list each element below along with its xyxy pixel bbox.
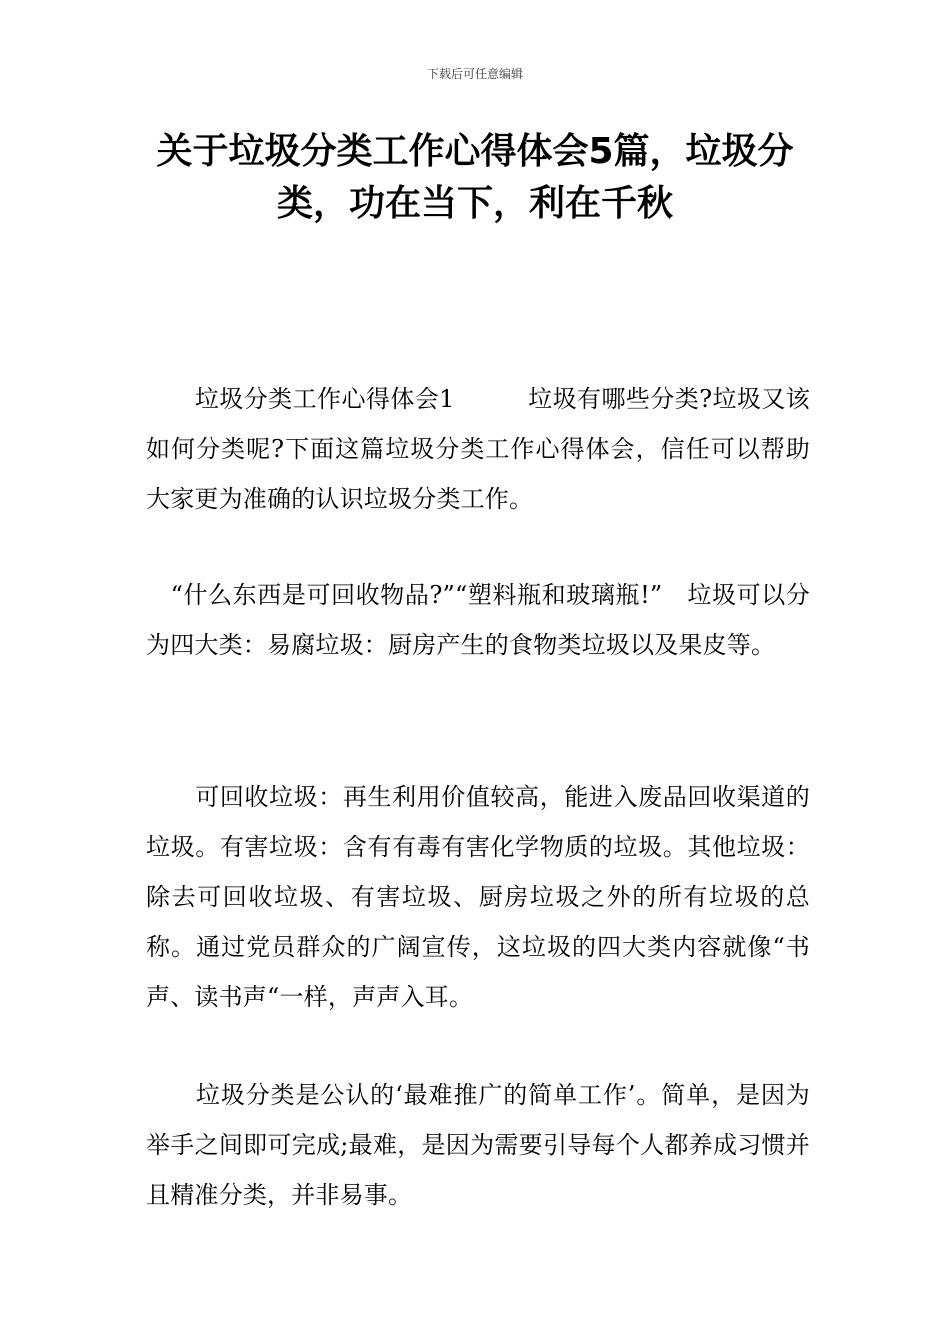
- paragraph-3: 可回收垃圾：再生利用价值较高，能进入废品回收渠道的垃圾。有害垃圾：含有有毒有害化学物质的垃圾。其他垃圾：除去可回收垃圾、有害垃圾、厨房垃圾之外的所有垃圾的总称。通过党员群众的广阔宣传，这垃圾的四大类内容就像“书声、读书声“一样，声声入耳。: [146, 783, 810, 1011]
- paragraph-4: 垃圾分类是公认的‘最难推广的简单工作’。简单，是因为举手之间即可完成;最难，是因为需要引导每个人都养成习惯并且精准分类，并非易事。: [146, 1081, 810, 1209]
- paragraph-1: 垃圾分类工作心得体会1 垃圾有哪些分类?垃圾又该如何分类呢?下面这篇垃圾分类工作心得体会，信任可以帮助大家更为准确的认识垃圾分类工作。: [146, 385, 810, 513]
- paragraph-2: “什么东西是可回收物品?”“塑料瓶和玻璃瓶!” 垃圾可以分为四大类：易腐垃圾：厨房产生的食物类垃圾以及果皮等。: [146, 581, 810, 659]
- document-title: 关于垃圾分类工作心得体会5篇，垃圾分类，功在当下，利在千秋: [156, 131, 794, 224]
- page-header-note: 下载后可任意编辑: [426, 67, 523, 81]
